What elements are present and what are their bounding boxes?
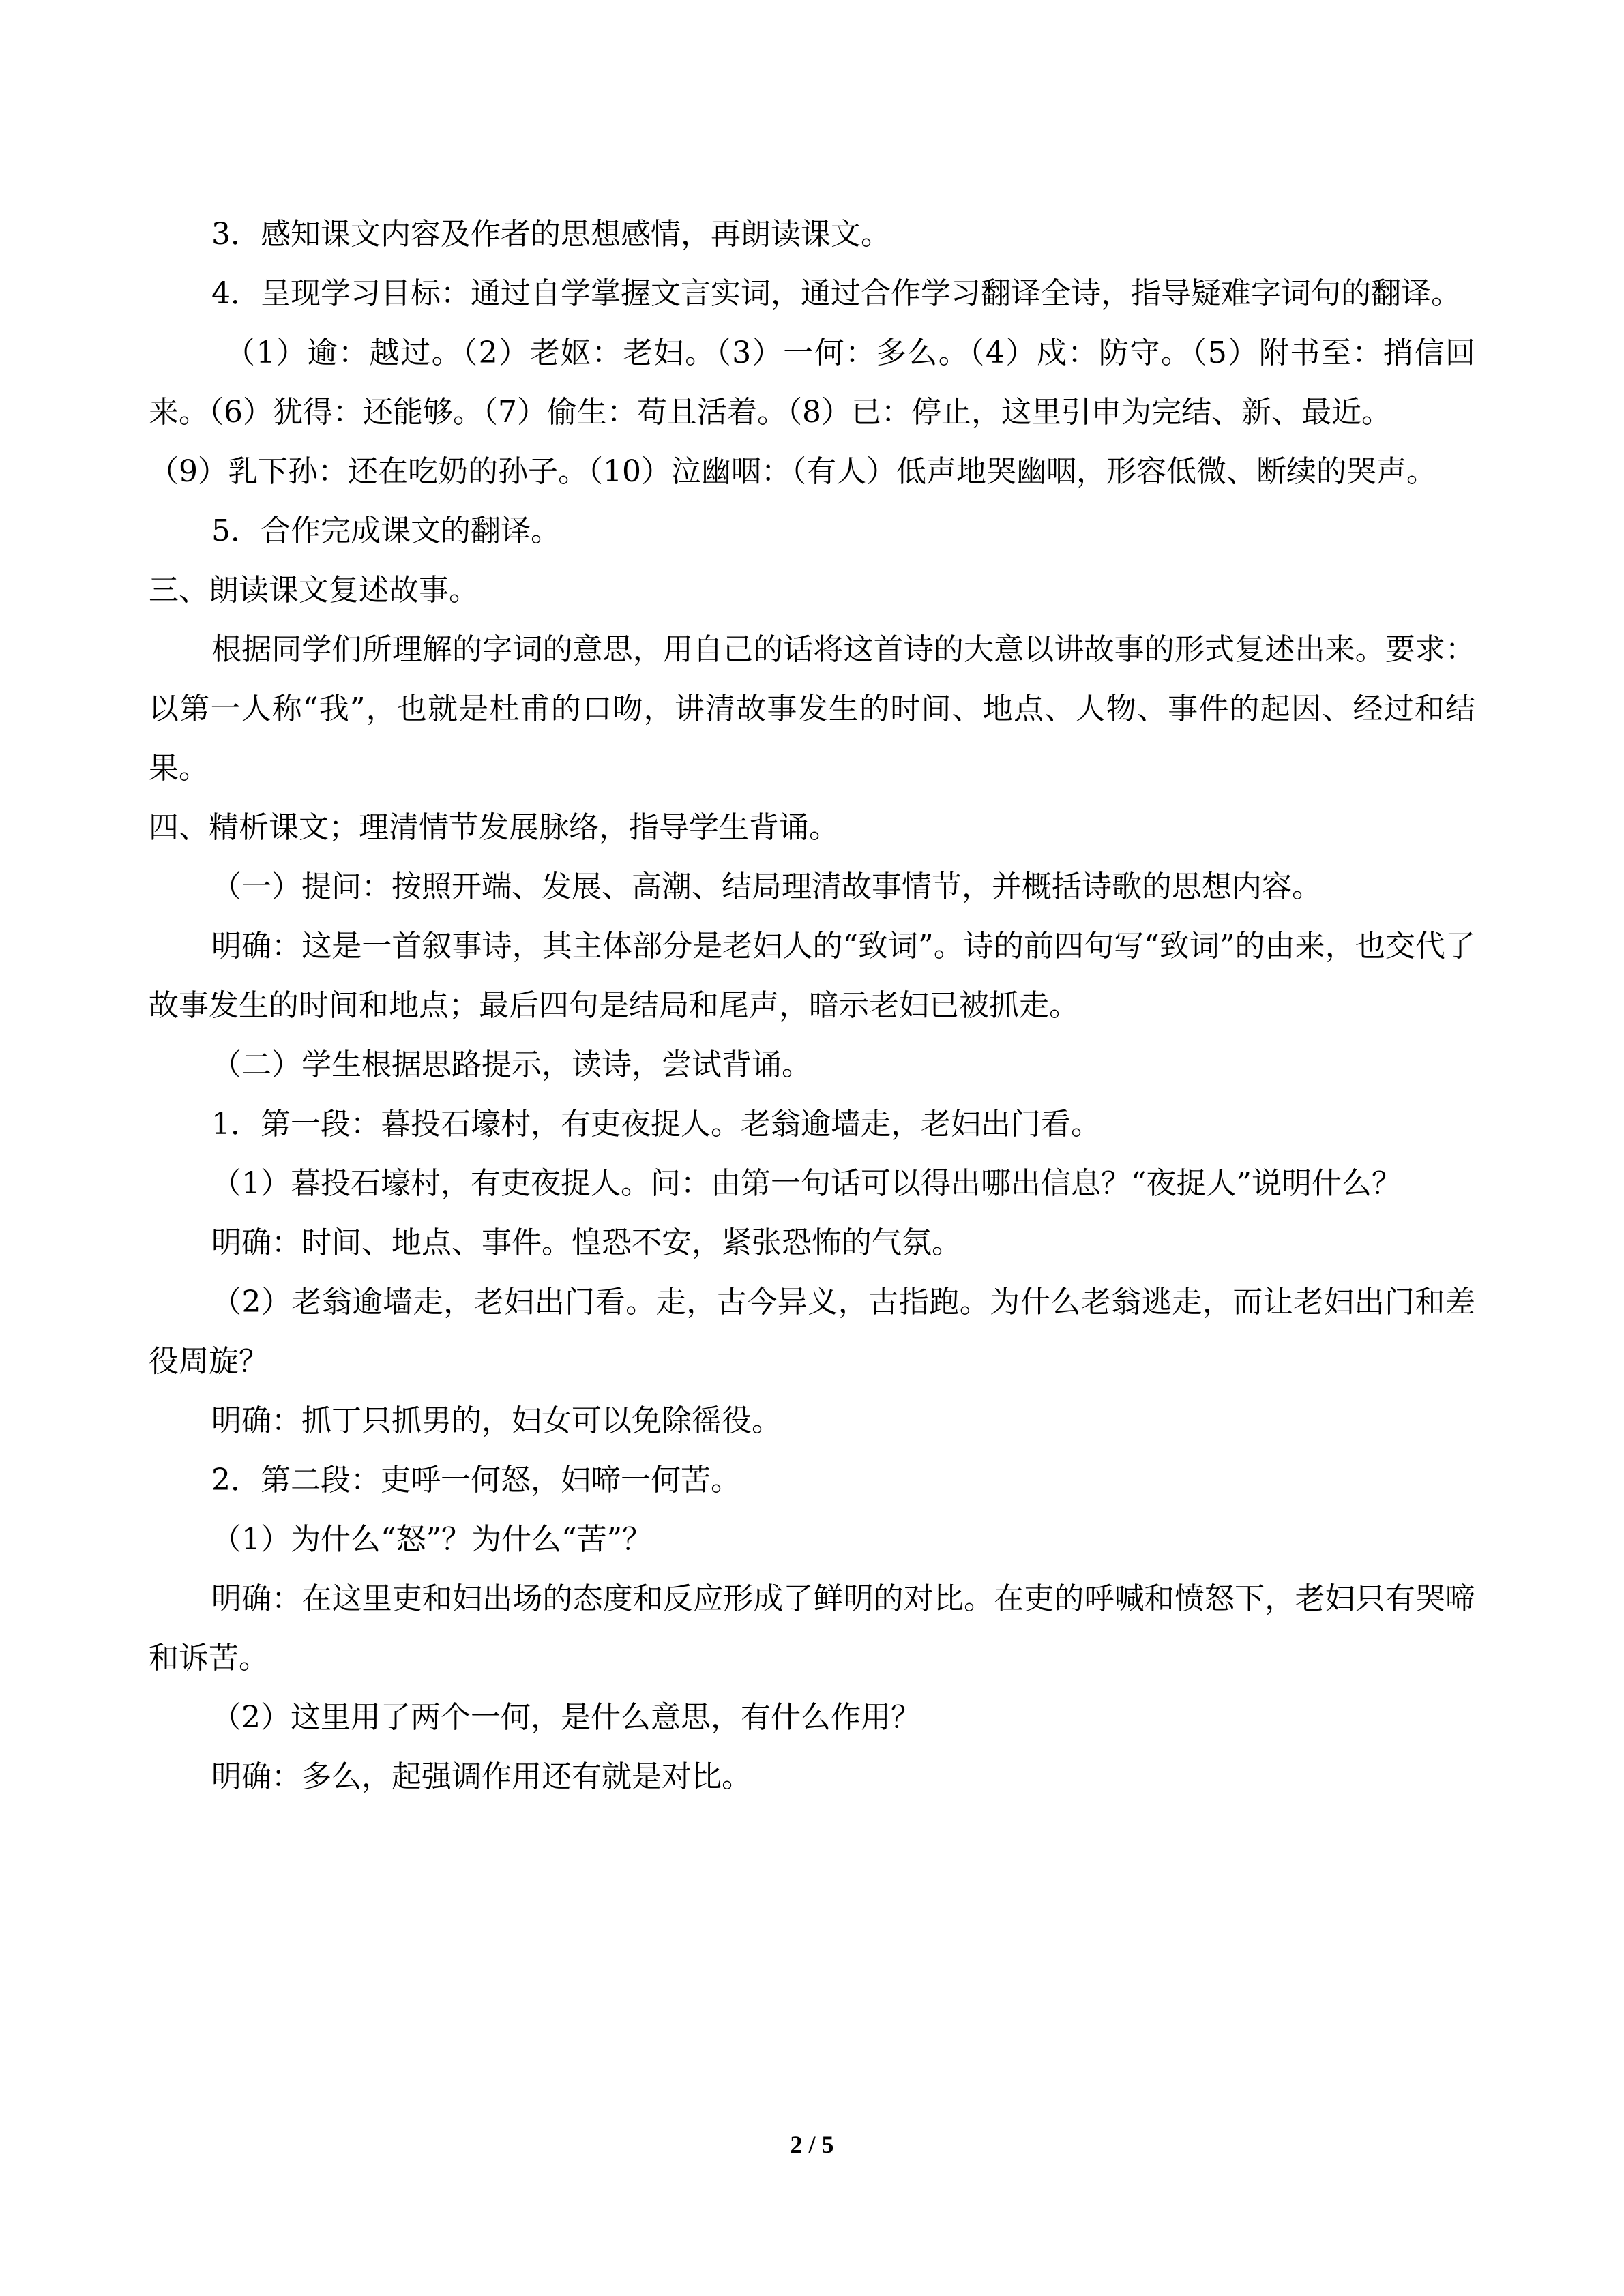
paragraph-stanza-2: 2．第二段：吏呼一何怒，妇啼一何苦。 — [211, 1463, 741, 1497]
document-body — [149, 205, 1475, 1806]
paragraph-stanza-2-a1: 明确：在这里吏和妇出场的态度和反应形成了鲜明的对比。在吏的呼喊和愤怒下，老妇只有哭啼和诉苦。 — [149, 1581, 1475, 1675]
paragraph-vocabulary-list: （1）逾：越过。（2）老妪：老妇。（3）一何：多么。（4）戍：防守。（5）附书至：捎信回来。（6）犹得：还能够。（7）偷生：苟且活着。（8）已：停止，这里引申为完结、新、最近。 — [149, 336, 1475, 430]
paragraph-question-2: （二）学生根据思路提示，读诗，尝试背诵。 — [211, 1047, 812, 1082]
paragraph-stanza-2-a2: 明确：多么，起强调作用还有就是对比。 — [211, 1759, 752, 1794]
paragraph-stanza-2-q1: （1）为什么“怒”？为什么“苦”？ — [211, 1522, 652, 1557]
paragraph-step-4: 4．呈现学习目标：通过自学掌握文言实词，通过合作学习翻译全诗，指导疑难字词句的翻译。 — [211, 276, 1461, 311]
paragraph-stanza-1-q2: （2）老翁逾墙走，老妇出门看。走，古今异义，古指跑。为什么老翁逃走，而让老妇出门和差役周旋？ — [149, 1285, 1475, 1379]
paragraph-vocabulary-list-cont: （9）乳下孙：还在吃奶的孙子。（10）泣幽咽：（有人）低声地哭幽咽，形容低微、断续的哭声。 — [149, 454, 1436, 489]
paragraph-stanza-1: 1．第一段：暮投石壕村，有吏夜捉人。老翁逾墙走，老妇出门看。 — [211, 1107, 1101, 1142]
paragraph-step-5: 5．合作完成课文的翻译。 — [211, 513, 561, 548]
page-number: 2 / 5 — [790, 2131, 834, 2158]
paragraph-stanza-1-q1: （1）暮投石壕村，有吏夜捉人。问：由第一句话可以得出哪出信息？“夜捉人”说明什么？ — [211, 1166, 1402, 1201]
section-heading-4: 四、精析课文；理清情节发展脉络，指导学生背诵。 — [149, 810, 839, 845]
paragraph-stanza-2-q2: （2）这里用了两个一何，是什么意思，有什么作用？ — [211, 1700, 921, 1735]
paragraph-stanza-1-a1: 明确：时间、地点、事件。惶恐不安，紧张恐怖的气氛。 — [211, 1225, 962, 1260]
section-heading-3: 三、朗读课文复述故事。 — [149, 573, 479, 608]
paragraph-answer-1: 明确：这是一首叙事诗，其主体部分是老妇人的“致词”。诗的前四句写“致词”的由来，也交代了故事发生的时间和地点；最后四句是结局和尾声，暗示老妇已被抓走。 — [149, 929, 1475, 1023]
paragraph-retell-instructions: 根据同学们所理解的字词的意思，用自己的话将这首诗的大意以讲故事的形式复述出来。要求：以第一人称“我”，也就是杜甫的口吻，讲清故事发生的时间、地点、人物、事件的起因、经过和结果。 — [149, 632, 1475, 786]
paragraph-question-1: （一）提问：按照开端、发展、高潮、结局理清故事情节，并概括诗歌的思想内容。 — [211, 869, 1322, 904]
paragraph-step-3: 3．感知课文内容及作者的思想感情，再朗读课文。 — [211, 217, 891, 252]
paragraph-stanza-1-a2: 明确：抓丁只抓男的，妇女可以免除徭役。 — [211, 1403, 782, 1438]
